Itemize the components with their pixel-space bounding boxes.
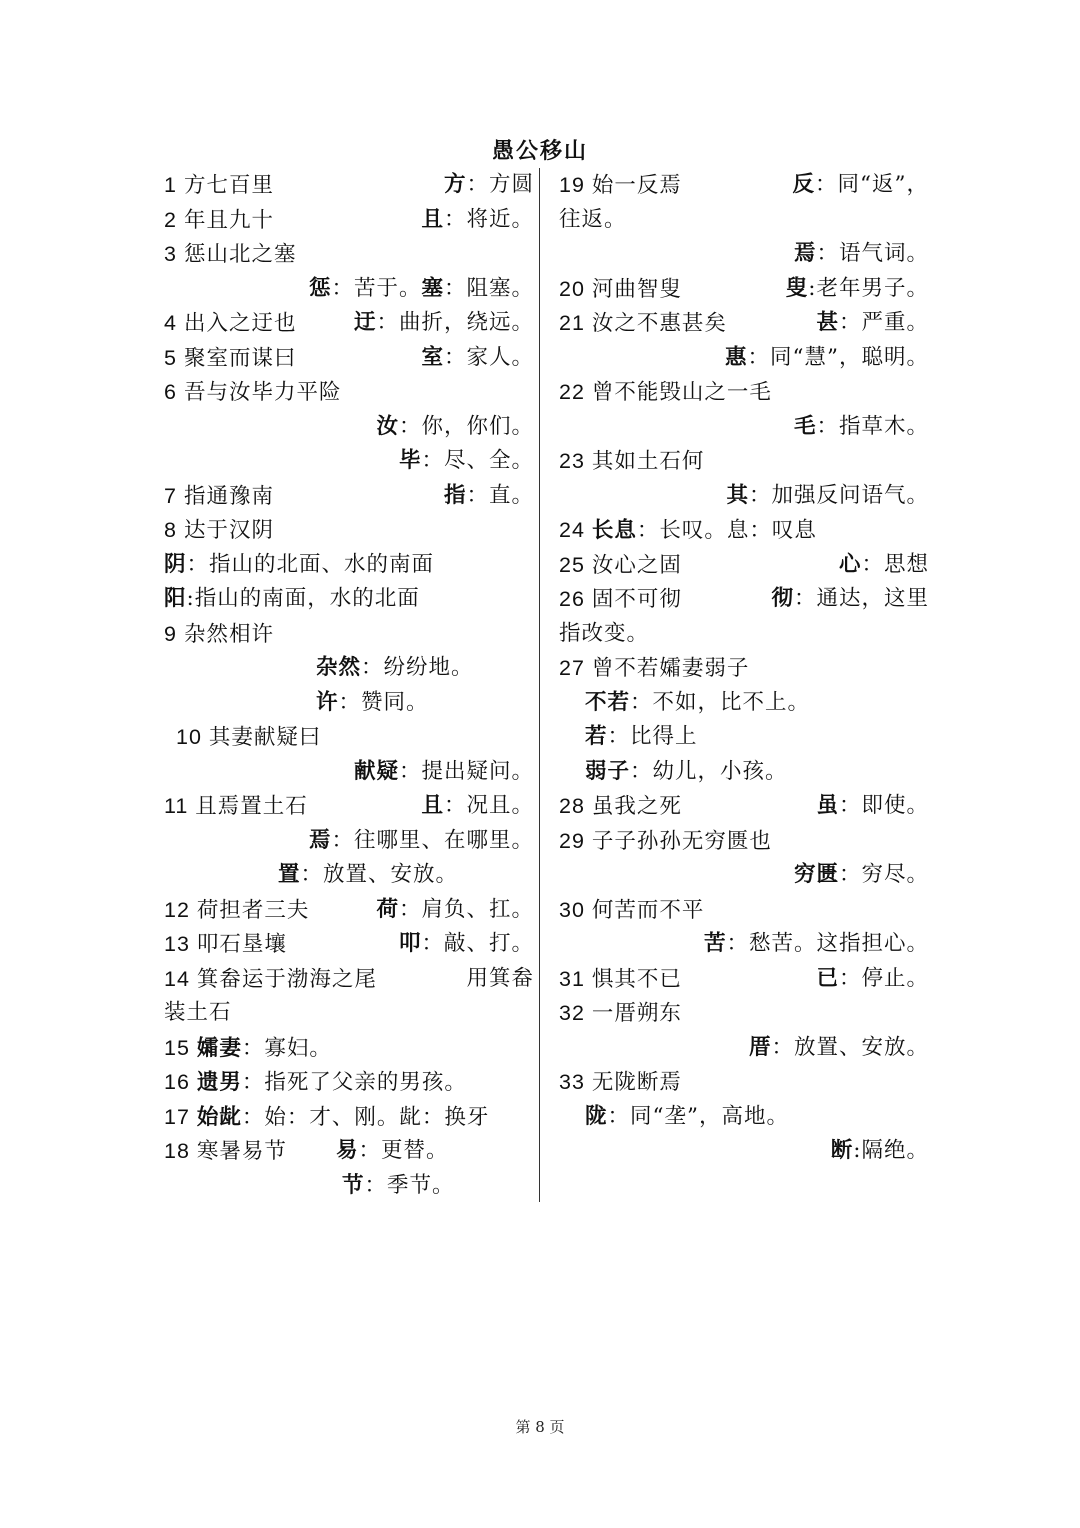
entry-line bbox=[164, 1100, 534, 1135]
entry-head bbox=[164, 479, 274, 515]
entry-phrase: 其如土石何 bbox=[591, 449, 705, 474]
entry-line bbox=[164, 1134, 534, 1169]
entry-definition: ：不如，比不上。 bbox=[630, 689, 811, 715]
entry-term: 阴 bbox=[164, 551, 187, 577]
entry-gloss bbox=[376, 410, 534, 445]
entry-line bbox=[559, 479, 929, 514]
entry-line bbox=[559, 720, 929, 755]
entry-gloss bbox=[816, 306, 929, 341]
entry-number: 26 bbox=[559, 587, 592, 611]
entry-line bbox=[164, 617, 534, 652]
entry-definition: ：家人。 bbox=[443, 344, 534, 370]
entry-line bbox=[164, 203, 534, 238]
entry-line bbox=[164, 341, 534, 376]
entry-line bbox=[559, 237, 929, 272]
entry-number: 11 bbox=[164, 794, 196, 818]
entry-phrase: 且焉置土石 bbox=[195, 794, 308, 819]
entry-line bbox=[164, 962, 534, 997]
entry-definition: ：寡妇。 bbox=[241, 1035, 332, 1061]
entry-head bbox=[164, 996, 232, 1031]
entry-head bbox=[559, 582, 682, 618]
column-divider bbox=[539, 168, 540, 1202]
left-column bbox=[164, 168, 534, 1203]
entry-definition: ：你，你们。 bbox=[398, 413, 534, 439]
entry-line bbox=[164, 375, 534, 410]
entry-term: 迂 bbox=[353, 310, 377, 335]
entry-line bbox=[559, 617, 929, 652]
entry-number: 27 bbox=[559, 656, 592, 680]
entry-term: 苦 bbox=[703, 931, 727, 956]
entry-head bbox=[164, 1031, 332, 1067]
entry-gloss bbox=[816, 789, 929, 824]
entry-term: 节 bbox=[342, 1172, 365, 1198]
entry-phrase: 子子孙孙无穷匮也 bbox=[591, 828, 772, 854]
entry-definition: ：敲、打。 bbox=[421, 931, 534, 956]
entry-term: 毕 bbox=[398, 448, 422, 473]
entry-line bbox=[559, 203, 929, 238]
entry-gloss bbox=[725, 341, 929, 376]
entry-phrase: 出入之迂也 bbox=[183, 311, 297, 336]
entry-line bbox=[164, 789, 534, 824]
entry-line bbox=[559, 789, 929, 824]
entry-number: 17 bbox=[164, 1104, 197, 1129]
entry-phrase: 固不可彻 bbox=[591, 587, 682, 612]
entry-term: 长息 bbox=[591, 518, 637, 543]
entry-definition: ：思想 bbox=[861, 551, 929, 577]
entry-head bbox=[164, 617, 274, 653]
entry-definition: ：同“垄”，高地。 bbox=[607, 1103, 789, 1129]
entry-number: 15 bbox=[164, 1035, 197, 1060]
entry-line bbox=[559, 755, 929, 790]
entry-head bbox=[559, 617, 649, 652]
entry-definition: ：赞同。 bbox=[338, 689, 429, 715]
entry-gloss bbox=[309, 272, 534, 307]
entry-line bbox=[164, 168, 534, 203]
entry-head bbox=[559, 375, 772, 411]
entry-definition: ：语气词。 bbox=[816, 241, 929, 266]
entry-definition: ：长叹。息：叹息 bbox=[636, 518, 817, 543]
entry-line bbox=[164, 548, 534, 583]
right-column bbox=[559, 168, 929, 1169]
entry-line bbox=[164, 1169, 534, 1204]
entry-head bbox=[164, 548, 434, 583]
entry-phrase: 寒暑易节 bbox=[196, 1139, 287, 1164]
entry-line bbox=[164, 306, 534, 341]
entry-head bbox=[164, 203, 274, 239]
entry-gloss bbox=[704, 927, 929, 962]
entry-definition: ：将近。 bbox=[443, 206, 534, 232]
entry-gloss bbox=[726, 479, 929, 514]
entry-head bbox=[164, 237, 296, 273]
entry-term: 且 bbox=[421, 793, 444, 818]
entry-number: 9 bbox=[164, 621, 184, 646]
entry-term: 反 bbox=[792, 172, 816, 197]
entry-line bbox=[559, 1065, 929, 1100]
entry-term: 惠 bbox=[725, 344, 748, 370]
entry-definition: ：指山的北面、水的南面 bbox=[186, 551, 435, 577]
entry-line bbox=[559, 893, 929, 928]
entry-phrase: 河曲智叟 bbox=[591, 276, 682, 302]
entry-term: 断 bbox=[830, 1138, 854, 1163]
entry-gloss bbox=[749, 1031, 929, 1066]
entry-number: 8 bbox=[164, 518, 184, 542]
entry-phrase: 叩石垦壤 bbox=[196, 932, 287, 957]
entry-head bbox=[164, 306, 296, 342]
entry-number: 30 bbox=[559, 897, 592, 922]
entry-gloss bbox=[354, 306, 534, 341]
entry-definition: ：同“返”， bbox=[815, 172, 929, 197]
entry-head bbox=[164, 1065, 467, 1101]
entry-number: 2 bbox=[164, 207, 184, 232]
entry-head bbox=[164, 789, 308, 825]
entry-text: 往返。 bbox=[559, 206, 627, 232]
entry-term: 穷匮 bbox=[793, 862, 839, 887]
page-title: 愚公移山 bbox=[491, 138, 588, 164]
entry-definition: :指山的南面，水的北面 bbox=[186, 586, 420, 611]
entry-definition: ：往哪里、在哪里。 bbox=[331, 827, 534, 853]
entry-line bbox=[559, 444, 929, 479]
entry-definition: ：始：才、刚。龀：换牙 bbox=[241, 1104, 490, 1130]
entry-term: 塞 bbox=[421, 275, 444, 301]
entry-phrase: 箕畚运于渤海之尾 bbox=[196, 966, 377, 992]
entry-gloss bbox=[839, 548, 929, 583]
page-footer: 第 8 页 bbox=[515, 1418, 565, 1436]
entry-phrase: 年且九十 bbox=[183, 207, 274, 233]
entry-line bbox=[559, 410, 929, 445]
entry-term: 且 bbox=[421, 206, 444, 232]
entry-phrase: 惩山北之塞 bbox=[183, 242, 297, 267]
entry-term: 惩 bbox=[308, 275, 332, 301]
entry-phrase: 荷担者三夫 bbox=[196, 897, 310, 923]
entry-phrase: 惧其不已 bbox=[591, 966, 682, 992]
entry-number: 13 bbox=[164, 932, 197, 956]
entry-line bbox=[559, 513, 929, 548]
entry-gloss bbox=[444, 168, 534, 203]
entry-term: 指 bbox=[443, 482, 467, 508]
entry-term: 孀妻 bbox=[196, 1035, 242, 1061]
entry-number: 5 bbox=[164, 345, 184, 370]
entry-head bbox=[164, 582, 420, 617]
entry-definition: ：肩负、扛。 bbox=[398, 896, 534, 922]
entry-line bbox=[164, 755, 534, 790]
entry-definition: ：尽、全。 bbox=[421, 448, 534, 473]
entry-head bbox=[559, 272, 682, 308]
entry-phrase: 指通豫南 bbox=[183, 483, 274, 509]
entry-definition: 用箕畚 bbox=[466, 965, 534, 991]
entry-number: 16 bbox=[164, 1070, 197, 1094]
entry-term: 已 bbox=[816, 965, 839, 991]
entry-head bbox=[164, 1134, 287, 1170]
entry-definition: ：指草木。 bbox=[816, 413, 929, 439]
entry-head bbox=[559, 962, 682, 998]
entry-definition: ：方圆 bbox=[466, 172, 534, 197]
entry-phrase: 吾与汝毕力平险 bbox=[183, 380, 342, 405]
entry-gloss bbox=[309, 824, 534, 859]
entry-definition: ：严重。 bbox=[838, 310, 929, 335]
entry-number: 23 bbox=[559, 449, 592, 473]
entry-definition: ：愁苦。这指担心。 bbox=[726, 931, 929, 956]
entry-term: 阳 bbox=[164, 586, 187, 611]
entry-head bbox=[164, 341, 296, 377]
entry-head bbox=[164, 513, 274, 549]
entry-term: 焉 bbox=[793, 241, 817, 266]
entry-number: 32 bbox=[559, 1001, 592, 1025]
entry-phrase: 达于汉阴 bbox=[183, 518, 274, 543]
entry-gloss bbox=[786, 272, 929, 307]
entry-line bbox=[164, 893, 534, 928]
entry-definition: ：况且。 bbox=[443, 793, 534, 818]
entry-head bbox=[559, 893, 704, 929]
entry-head bbox=[585, 686, 810, 721]
entry-term: 其 bbox=[726, 482, 749, 508]
entry-line bbox=[559, 996, 929, 1031]
entry-line bbox=[164, 996, 534, 1031]
entry-gloss bbox=[399, 444, 534, 479]
entry-number: 29 bbox=[559, 828, 592, 853]
entry-head bbox=[164, 962, 377, 998]
entry-line bbox=[164, 824, 534, 859]
entry-term: 叟 bbox=[785, 275, 809, 301]
entry-definition: ：苦于。 bbox=[331, 275, 422, 301]
entry-head bbox=[559, 306, 727, 342]
entry-line bbox=[559, 272, 929, 307]
entry-gloss bbox=[342, 1169, 455, 1204]
entry-definition: ：比得上 bbox=[607, 724, 698, 749]
entry-head bbox=[559, 996, 682, 1032]
entry-phrase: 杂然相许 bbox=[183, 621, 274, 647]
entry-phrase: 汝之不惠甚矣 bbox=[591, 311, 727, 336]
entry-line bbox=[164, 410, 534, 445]
entry-head bbox=[585, 720, 698, 755]
entry-line bbox=[164, 582, 534, 617]
entry-phrase: 曾不能毁山之一毛 bbox=[591, 380, 772, 405]
entry-number: 18 bbox=[164, 1139, 197, 1163]
entry-head bbox=[164, 893, 309, 929]
entry-phrase: 汝心之固 bbox=[591, 552, 682, 578]
entry-term: 不若 bbox=[585, 689, 631, 715]
entry-term: 弱子 bbox=[585, 758, 631, 784]
entry-gloss bbox=[278, 858, 458, 893]
entry-number: 3 bbox=[164, 242, 184, 266]
entry-phrase: 聚室而谋曰 bbox=[183, 345, 297, 371]
entry-term: 始龀 bbox=[196, 1104, 242, 1130]
entry-head bbox=[176, 720, 321, 756]
entry-number: 22 bbox=[559, 380, 592, 404]
entry-gloss bbox=[816, 962, 929, 997]
entry-term: 许 bbox=[316, 689, 339, 715]
entry-line bbox=[559, 548, 929, 583]
entry-number: 33 bbox=[559, 1070, 592, 1094]
entry-line bbox=[559, 962, 929, 997]
entry-head bbox=[559, 1065, 682, 1101]
entry-term: 甚 bbox=[816, 310, 839, 335]
entry-number: 6 bbox=[164, 380, 184, 404]
entry-term: 献疑 bbox=[353, 758, 399, 784]
entry-gloss bbox=[421, 341, 534, 376]
entry-term: 叩 bbox=[398, 931, 422, 956]
entry-definition: ：纷纷地。 bbox=[361, 655, 474, 680]
entry-number: 12 bbox=[164, 897, 197, 922]
entry-term: 毛 bbox=[793, 413, 817, 439]
entry-gloss bbox=[793, 168, 930, 203]
entry-number: 28 bbox=[559, 794, 592, 818]
entry-line bbox=[559, 686, 929, 721]
entry-phrase: 始一反焉 bbox=[591, 173, 682, 198]
entry-head bbox=[164, 375, 341, 411]
entry-line bbox=[559, 651, 929, 686]
entry-head bbox=[559, 444, 704, 480]
entry-definition: ：通达，这里 bbox=[793, 586, 929, 611]
entry-gloss bbox=[316, 686, 429, 721]
entry-phrase: 方七百里 bbox=[183, 173, 274, 198]
entry-gloss bbox=[444, 479, 534, 514]
entry-phrase: 一厝朔东 bbox=[591, 1001, 682, 1026]
entry-gloss bbox=[771, 582, 929, 617]
entry-term: 厝 bbox=[748, 1034, 772, 1060]
entry-text: 装土石 bbox=[164, 1000, 232, 1025]
entry-number: 10 bbox=[176, 725, 209, 749]
entry-line bbox=[559, 1100, 929, 1135]
entry-number: 20 bbox=[559, 276, 592, 301]
entry-line bbox=[164, 720, 534, 755]
entry-definition: ：停止。 bbox=[838, 965, 929, 991]
entry-number: 24 bbox=[559, 518, 592, 542]
entry-line bbox=[559, 375, 929, 410]
entry-term: 彻 bbox=[771, 586, 794, 611]
entry-line bbox=[164, 858, 534, 893]
entry-line bbox=[559, 1031, 929, 1066]
entry-term: 方 bbox=[443, 172, 467, 197]
entry-number: 1 bbox=[164, 173, 184, 197]
entry-term: 荷 bbox=[376, 896, 399, 922]
entry-gloss bbox=[354, 755, 534, 790]
entry-definition: ：即使。 bbox=[838, 793, 929, 818]
entry-head bbox=[585, 755, 788, 790]
entry-gloss bbox=[336, 1134, 449, 1169]
entry-line bbox=[559, 858, 929, 893]
entry-line bbox=[559, 927, 929, 962]
entry-head bbox=[164, 1100, 489, 1136]
entry-number: 25 bbox=[559, 552, 592, 577]
entry-gloss bbox=[794, 410, 929, 445]
entry-phrase: 何苦而不平 bbox=[591, 897, 705, 923]
entry-phrase: 其妻献疑曰 bbox=[208, 725, 322, 750]
entry-gloss bbox=[794, 858, 929, 893]
entry-line bbox=[559, 824, 929, 859]
entry-term: 焉 bbox=[308, 827, 332, 853]
entry-line bbox=[164, 513, 534, 548]
entry-term: 置 bbox=[278, 862, 301, 887]
entry-definition: ：指死了父亲的男孩。 bbox=[241, 1070, 467, 1095]
entry-line bbox=[164, 686, 534, 721]
entry-term: 室 bbox=[421, 344, 444, 370]
entry-gloss bbox=[376, 893, 534, 928]
entry-number: 21 bbox=[559, 311, 592, 335]
entry-definition: ：穷尽。 bbox=[838, 862, 929, 887]
entry-term: 遗男 bbox=[196, 1070, 242, 1095]
entry-number: 4 bbox=[164, 311, 184, 335]
entry-definition: ：直。 bbox=[466, 482, 534, 508]
entry-head bbox=[559, 513, 817, 549]
entry-term: 虽 bbox=[816, 793, 839, 818]
entry-head bbox=[559, 789, 682, 825]
entry-text: 指改变。 bbox=[559, 620, 650, 646]
entry-line bbox=[164, 479, 534, 514]
entry-term: 杂然 bbox=[316, 655, 362, 680]
entry-definition: ：季节。 bbox=[364, 1172, 455, 1198]
entry-line bbox=[559, 1134, 929, 1169]
entry-gloss bbox=[466, 962, 534, 997]
entry-line bbox=[164, 1031, 534, 1066]
entry-number: 19 bbox=[559, 173, 592, 197]
entry-term: 汝 bbox=[376, 413, 399, 439]
entry-line bbox=[164, 927, 534, 962]
entry-head bbox=[559, 548, 682, 584]
entry-line bbox=[559, 582, 929, 617]
entry-line bbox=[164, 651, 534, 686]
entry-head bbox=[559, 651, 749, 687]
entry-definition: ：阻塞。 bbox=[443, 275, 534, 301]
entry-line bbox=[164, 272, 534, 307]
entry-line bbox=[164, 237, 534, 272]
entry-definition: ：更替。 bbox=[358, 1138, 449, 1163]
entry-head bbox=[585, 1100, 789, 1135]
entry-definition: ：放置、安放。 bbox=[300, 862, 459, 887]
entry-gloss bbox=[421, 203, 534, 238]
entry-line bbox=[559, 306, 929, 341]
entry-head bbox=[559, 824, 772, 860]
entry-gloss bbox=[421, 789, 534, 824]
entry-term: 心 bbox=[838, 551, 862, 577]
entry-line bbox=[559, 341, 929, 376]
entry-term: 若 bbox=[585, 724, 608, 749]
entry-definition: :老年男子。 bbox=[808, 275, 929, 301]
entry-definition: ：放置、安放。 bbox=[771, 1034, 929, 1060]
entry-definition: ：曲折，绕远。 bbox=[376, 310, 534, 335]
entry-gloss bbox=[316, 651, 474, 686]
entry-head bbox=[559, 168, 682, 204]
entry-head bbox=[164, 927, 287, 963]
entry-definition: ：提出疑问。 bbox=[398, 758, 534, 784]
entry-gloss bbox=[794, 237, 929, 272]
entry-number: 14 bbox=[164, 966, 197, 991]
entry-gloss bbox=[399, 927, 534, 962]
entry-phrase: 虽我之死 bbox=[591, 794, 682, 819]
entry-definition: :隔绝。 bbox=[853, 1138, 929, 1163]
entry-term: 陇 bbox=[585, 1103, 608, 1129]
entry-definition: ：加强反问语气。 bbox=[748, 482, 929, 508]
entry-line bbox=[164, 444, 534, 479]
entry-head bbox=[164, 168, 274, 204]
entry-gloss bbox=[831, 1134, 929, 1169]
entry-definition: ：幼儿，小孩。 bbox=[630, 758, 788, 784]
entry-phrase: 曾不若孀妻弱子 bbox=[591, 656, 750, 681]
entry-line bbox=[164, 1065, 534, 1100]
entry-head bbox=[559, 203, 627, 238]
entry-definition: ：同“慧”，聪明。 bbox=[747, 344, 929, 370]
entry-line bbox=[559, 168, 929, 203]
entry-term: 易 bbox=[336, 1138, 359, 1163]
entry-number: 31 bbox=[559, 966, 592, 991]
entry-phrase: 无陇断焉 bbox=[591, 1070, 682, 1095]
entry-number: 7 bbox=[164, 483, 184, 508]
